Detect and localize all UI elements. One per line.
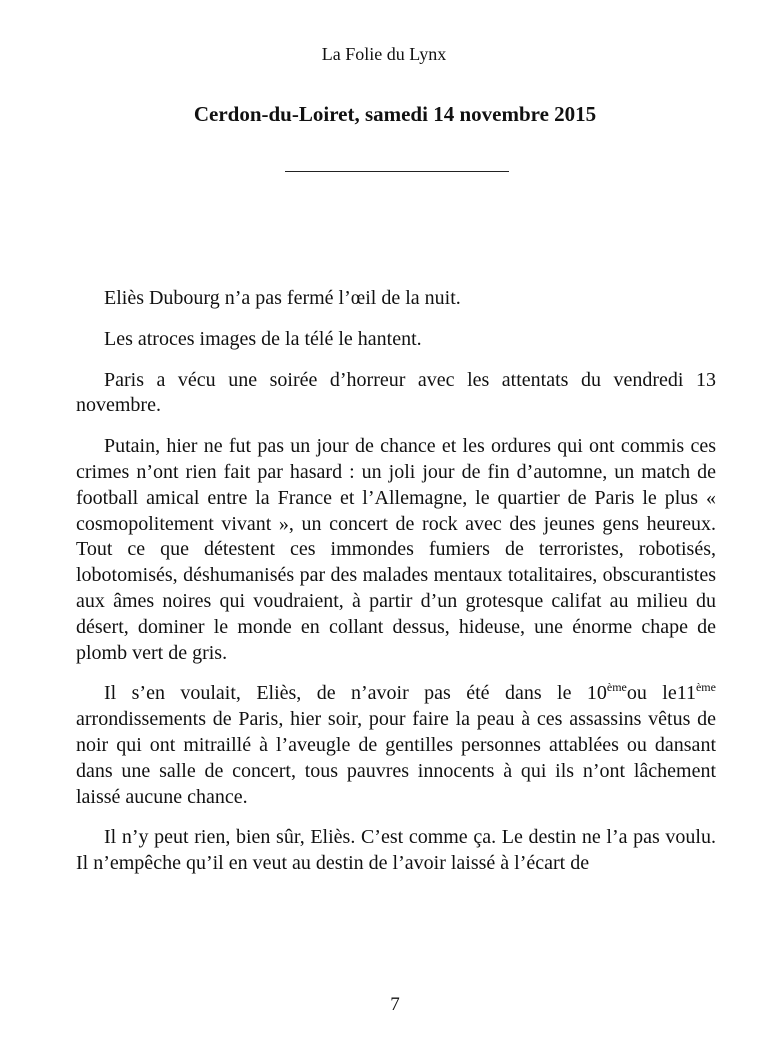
- paragraph: Putain, hier ne fut pas un jour de chance et les ordures qui ont commis ces crimes n’ont rien fait par hasard : un joli jour de fin d’automne, un match de football amical entre la France et l’Allemagne, le quartier de Paris le plus « cosmopolitement vivant », un concert de rock avec des jeunes gens heureux. Tout ce que détestent ces immondes fumiers de terroristes, robotisés, lobotomisés, déshumanisés par des malades mentaux totalitaires, obscurantistes aux âmes noires qui voudraient, à partir d’un grotesque califat au milieu du désert, dominer le monde en collant dessus, hideuse, une énorme chape de plomb vert de gris.: [76, 435, 716, 664]
- paragraph: Eliès Dubourg n’a pas fermé l’œil de la nuit.: [104, 287, 461, 309]
- paragraph-text: Il s’en voulait, Eliès, de n’avoir pas été dans le 10: [104, 682, 607, 705]
- superscript: ème: [606, 680, 627, 695]
- body-text: [76, 286, 716, 877]
- paragraph: [76, 681, 716, 810]
- paragraph: Les atroces images de la télé le hantent.: [104, 327, 422, 350]
- paragraph-text: ou le11: [626, 682, 696, 705]
- page-number: 7: [390, 994, 400, 1015]
- paragraph: Paris a vécu une soirée d’horreur avec les attentats du vendredi 13 novembre.: [76, 368, 716, 417]
- title-divider: [285, 171, 509, 172]
- paragraph: Il n’y peut rien, bien sûr, Eliès. C’est comme ça. Le destin ne l’a pas voulu. Il n’empêche qu’il en veut au destin de l’avoir laissé à l’écart de: [76, 826, 716, 875]
- paragraph-text: arrondissements de Paris, hier soir, pour faire la peau à ces assassins vêtus de noir qui ont mitraillé à l’aveugle de gentilles personnes attablées ou dansant dans une salle de concert, tous pauvres innocents à qui ils n’ont lâchement laissé aucune chance.: [76, 708, 716, 808]
- running-header: La Folie du Lynx: [321, 44, 447, 64]
- chapter-title: Cerdon-du-Loiret, samedi 14 novembre 2015: [193, 102, 597, 126]
- superscript: ème: [695, 680, 716, 695]
